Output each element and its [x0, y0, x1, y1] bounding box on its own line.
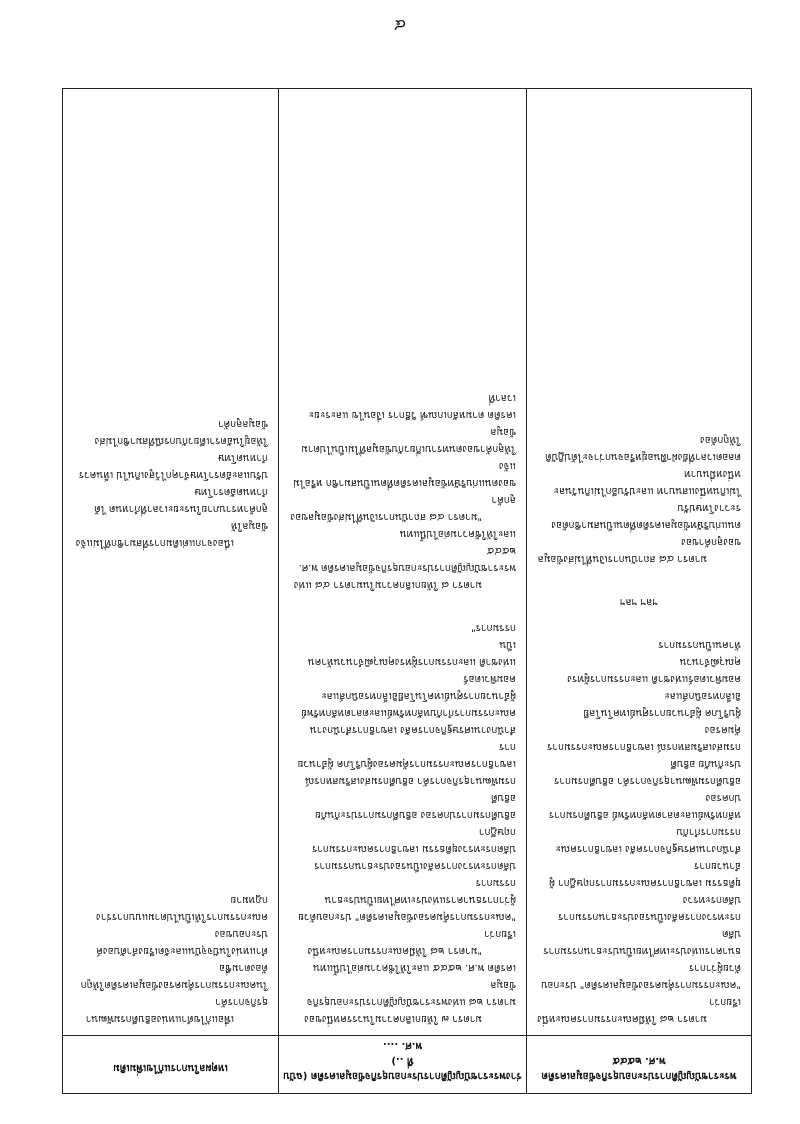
text-line: ในคณะกรรมการคุ้มครองข้อมูลเครดิตให้ถูกต้องตามชื่อ — [80, 962, 268, 990]
comparison-table-sheet — [62, 88, 752, 1094]
column-body — [279, 389, 526, 1035]
text-line: ปลัดกระทรวงการคลังเป็นรองประธานกรรมการ — [314, 860, 516, 871]
text-line: "มาตรา ๒๘ ให้มีคณะกรรมการคณะหนึ่งเรียกว่า — [307, 928, 516, 956]
column-current-act — [526, 89, 751, 1093]
header-line: ร่างพระราชบัญญัติการประกอบธุรกิจข้อมูลเครดิต (ฉบับที่ ..) — [283, 1055, 522, 1081]
header-line: เหตุผลในการแก้ไขเพิ่มเติม — [113, 1062, 228, 1073]
header-line: พ.ศ. .... — [382, 1040, 423, 1051]
text-line: เลขาธิการคณะกรรมการคุ้มครองผู้บริโภค ผู้อำนวยการ — [297, 741, 516, 769]
text-line: กระทรวงการคลังเป็นรองประธานกรรมการ ปลัดกระทรวง — [558, 894, 741, 922]
text-line: มาตรา ๔๘ สถาบันการเงินที่ไม่ส่งข้อมูลของลูกค้าของ — [537, 536, 741, 564]
text-line: ยุติธรรม เลขาธิการคณะกรรมการกฤษฎีกา ผู้อำนวยการ — [548, 860, 741, 888]
text-line: ปลัดกระทรวงยุติธรรม เลขาธิการคณะกรรมการกฤษฎีกา — [311, 826, 516, 854]
text-line: "มาตรา ๔๘ สถาบันการเงินที่ไม่ส่งข้อมูลของลูกค้า — [290, 494, 516, 522]
text-line: มาตรา ๒๘ แห่งพระราชบัญญัติการประกอบธุรกิจข้อมูล — [306, 979, 516, 1007]
text-line: ไม่เกินหนึ่งแสนบาท และปรับอีกไม่เกินวันละหนึ่งหมื่นบาท — [553, 468, 741, 496]
text-line: กรมส่งเสริมสหกรณ์ เลขาธิการคณะกรรมการคุ้มครอง — [547, 724, 741, 752]
text-line: คอมพิวเตอร์แห่งชาติ และกรรมการผู้ทรงคุณวุฒิจำนวน — [567, 656, 741, 684]
text-line: เนื่องจากแต่เดิมการที่สมาชิกที่ไม่แจ้งข้อมูลให้ — [75, 520, 268, 548]
text-line: ห้าคนเป็นกรรมการ — [658, 639, 741, 650]
text-line: ให้อยู่ในอัตราเดียวกับกรณีที่สมาชิกไม่ส่งข้อมูลลูกค้า — [94, 418, 268, 446]
text-line: ลูกค้าทราบภายในระยะเวลาที่กำหนด ได้กำหนดอัตราโทษ — [94, 486, 268, 514]
text-line: คณะกรรมการให้เป็นไปตามแบบการร่างกฎหมาย — [96, 894, 268, 922]
text-line: ของตนแก่บริษัทข้อมูลเครดิตที่ตนเป็นสมาชิก หรือไม่แจ้ง — [293, 460, 516, 488]
text-line: อธิบดีกรมการปกครอง อธิบดีกรมการประกันภัย อธิบดี — [315, 792, 516, 820]
text-line: ตนแก่บริษัทข้อมูลเครดิตที่ตนเป็นสมาชิกต้องระวางโทษปรับ — [551, 502, 741, 530]
text-line: ตำแหน่งในปัจจุบันและจัดเรียงลำดับองค์ประกอบของ — [96, 928, 268, 956]
text-line: ปรับและอัตราโทษจำคุกไว้สูงเกินไป เห็นควรกำหนดโทษ — [78, 452, 268, 480]
text-line: และให้ใช้ความต่อไปนี้แทน — [399, 528, 516, 539]
header-line: พระราชบัญญัติการประกอบธุรกิจข้อมูลเครดิต — [541, 1070, 737, 1081]
text-line: คณะกรรมการกำกับหลักทรัพย์และตลาดหลักทรัพย์ — [301, 707, 516, 718]
text-line: ตลอดเวลาที่ยังฝ่าฝืนอยู่หรือจนกว่าจะได้ปฏิบัติให้ถูกต้อง — [545, 434, 741, 462]
column-body — [527, 431, 751, 1035]
text-line: กรมพัฒนาธุรกิจการค้า อธิบดีกรมส่งเสริมสหกรณ์ — [305, 775, 516, 786]
text-line: "คณะกรรมการคุ้มครองข้อมูลเครดิต" ประกอบด้วย — [298, 911, 516, 922]
page-number: ๔ — [393, 16, 407, 35]
ellipsis: ฯลฯ ฯลฯ — [620, 596, 658, 607]
text-line: เครดิต ตามหลักเกณฑ์ วิธีการ เงื่อนไข และระยะเวลาที่ — [308, 392, 516, 420]
text-line: พระราชบัญญัติการประกอบธุรกิจข้อมูลเครดิต พ.ศ. ๒๕๔๕ — [298, 545, 516, 573]
column-draft-act — [278, 89, 526, 1093]
text-line: กรรมการ" — [470, 622, 516, 633]
column-body — [63, 415, 278, 1035]
text-line: ผู้ว่าการธนาคารแห่งประเทศไทยเป็นประธานกรรมการ — [324, 877, 516, 905]
text-line: ผู้บริโภค ผู้อำนวยการศูนย์เทคโนโลยีอิเล็กทรอนิกส์และ — [583, 690, 741, 718]
text-line: เพื่อแก้ไขตำแหน่งอธิบดีกรมพัฒนาธุรกิจการค้า — [85, 996, 268, 1024]
column-reasons — [63, 89, 278, 1093]
text-line: มาตรา ๒๘ ให้มีคณะกรรมการคณะหนึ่งเรียกว่า — [537, 996, 741, 1024]
column-header-current-act — [527, 1035, 751, 1093]
text-line: สำนักงานเศรษฐกิจการคลัง เลขาธิการคณะกรรมการกำกับ — [555, 826, 741, 854]
text-line: สำนักงานเศรษฐกิจการคลัง เลขาธิการสำนักงาน — [309, 724, 516, 735]
text-line: เครดิต พ.ศ. ๒๕๔๕ และให้ใช้ความต่อไปนี้แทน — [313, 962, 516, 973]
text-line: อธิบดีกรมพัฒนาธุรกิจการค้า อธิบดีกรมการประกันภัย อธิบดี — [554, 758, 741, 786]
text-line: ธนาคารแห่งประเทศไทยเป็นประธานกรรมการ ปลัด — [543, 928, 741, 956]
text-line: แห่งชาติ และกรรมการผู้ทรงคุณวุฒิจำนวนห้าคน เป็น — [307, 639, 516, 667]
text-line: ผู้อำนวยการศูนย์เทคโนโลยีอิเล็กทรอนิกส์และคอมพิวเตอร์ — [321, 673, 516, 701]
header-line: พ.ศ. ๒๕๔๕ — [612, 1055, 666, 1066]
text-line: มาตรา ๗ ให้ยกเลิกความในวรรคหนึ่งของ — [304, 1013, 482, 1024]
column-header-reasons — [63, 1035, 278, 1093]
text-line: ให้ลูกค้าของตนทราบเกี่ยวกับข้อมูลที่ไม่เป็นไปตามข้อมูล — [301, 426, 516, 454]
comparison-table — [62, 88, 752, 1094]
text-line: มาตรา ๘ ให้ยกเลิกความในมาตรา ๔๘ แห่ง — [293, 579, 482, 590]
text-line: หลักทรัพย์และตลาดหลักทรัพย์ อธิบดีกรมการปกครอง — [548, 792, 741, 820]
column-header-draft-act — [279, 1035, 526, 1093]
text-line: "คณะกรรมการคุ้มครองข้อมูลเครดิต" ประกอบด้วยผู้ว่าการ — [541, 962, 741, 990]
